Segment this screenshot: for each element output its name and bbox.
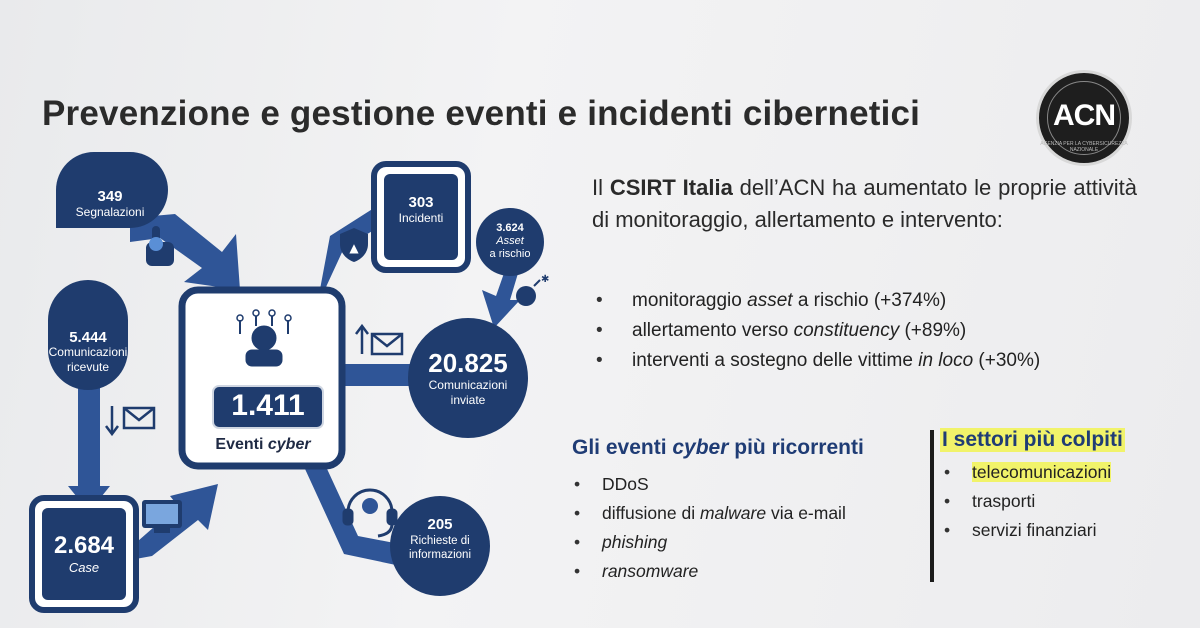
asset-value: 3.624	[496, 222, 524, 234]
page-title: Prevenzione e gestione eventi e incidenti cibernetici	[42, 94, 921, 133]
list-item: • interventi a sostegno delle vittime in loco (+30%)	[596, 346, 1040, 376]
sectors-heading: I settori più colpiti	[942, 428, 1123, 451]
logo-caption: AGENZIA PER LA CYBERSICUREZZA NAZIONALE	[1040, 141, 1128, 153]
incidenti-label: Incidenti	[398, 211, 444, 225]
inviate-label2: inviate	[450, 393, 486, 407]
richieste-label1: Richieste di	[410, 535, 470, 547]
svg-text:▲: ▲	[349, 241, 359, 255]
incidenti-node	[384, 194, 458, 225]
vertical-divider	[930, 430, 934, 582]
case-value: 2.684	[53, 532, 115, 559]
asset-label: a rischio	[489, 248, 531, 260]
center-label: Eventi cyber	[215, 436, 311, 453]
org-name: CSIRT Italia	[609, 175, 733, 200]
ricevute-label2: ricevute	[66, 360, 110, 374]
logo-text: ACN	[1053, 99, 1115, 132]
intro-paragraph: Il CSIRT Italia dell’ACN ha aumentato le proprie attività di monitoraggio, allertamento e intervento:	[592, 175, 1137, 232]
list-item: • monitoraggio asset a rischio (+374%)	[596, 286, 1040, 316]
list-item: • servizi finanziari	[944, 516, 1111, 545]
ricevute-label1: Comunicazioni	[48, 345, 128, 359]
mail-out-icon	[356, 326, 402, 354]
richieste-value: 205	[427, 516, 453, 533]
center-value: 1.411	[231, 389, 305, 422]
richieste-label2: informazioni	[409, 549, 471, 561]
events-heading: Gli eventi cyber più ricorrenti	[572, 436, 864, 459]
segnalazioni-value: 349	[97, 188, 123, 205]
segnalazioni-node	[58, 188, 162, 219]
bomb-icon	[516, 274, 549, 306]
center-node	[213, 388, 323, 424]
ricevute-value: 5.444	[69, 329, 107, 346]
richieste-node	[394, 516, 486, 562]
inviate-value: 20.825	[428, 348, 508, 378]
list-item: • diffusione di malware via e-mail	[574, 499, 846, 528]
events-list	[574, 470, 846, 586]
segnalazioni-label: Segnalazioni	[75, 205, 145, 219]
case-node	[42, 532, 126, 575]
acn-logo	[1036, 70, 1132, 166]
list-item: • DDoS	[574, 470, 846, 499]
ricevute-node	[44, 330, 132, 375]
list-item: • telecomunicazioni	[944, 458, 1111, 487]
warning-shield-icon	[340, 228, 368, 262]
mail-in-icon	[106, 406, 154, 434]
list-item: • trasporti	[944, 487, 1111, 516]
asset-label-italic: Asset	[496, 235, 524, 247]
sectors-list	[944, 458, 1111, 545]
increases-list	[596, 286, 1040, 376]
svg-text:✱: ✱	[541, 274, 550, 285]
inviate-label1: Comunicazioni	[428, 378, 508, 392]
inviate-node	[408, 348, 528, 408]
list-item: • allertamento verso constituency (+89%)	[596, 316, 1040, 346]
case-label: Case	[68, 560, 100, 575]
incidenti-value: 303	[408, 194, 434, 211]
list-item: • ransomware	[574, 557, 846, 586]
asset-node	[478, 222, 542, 261]
list-item: • phishing	[574, 528, 846, 557]
